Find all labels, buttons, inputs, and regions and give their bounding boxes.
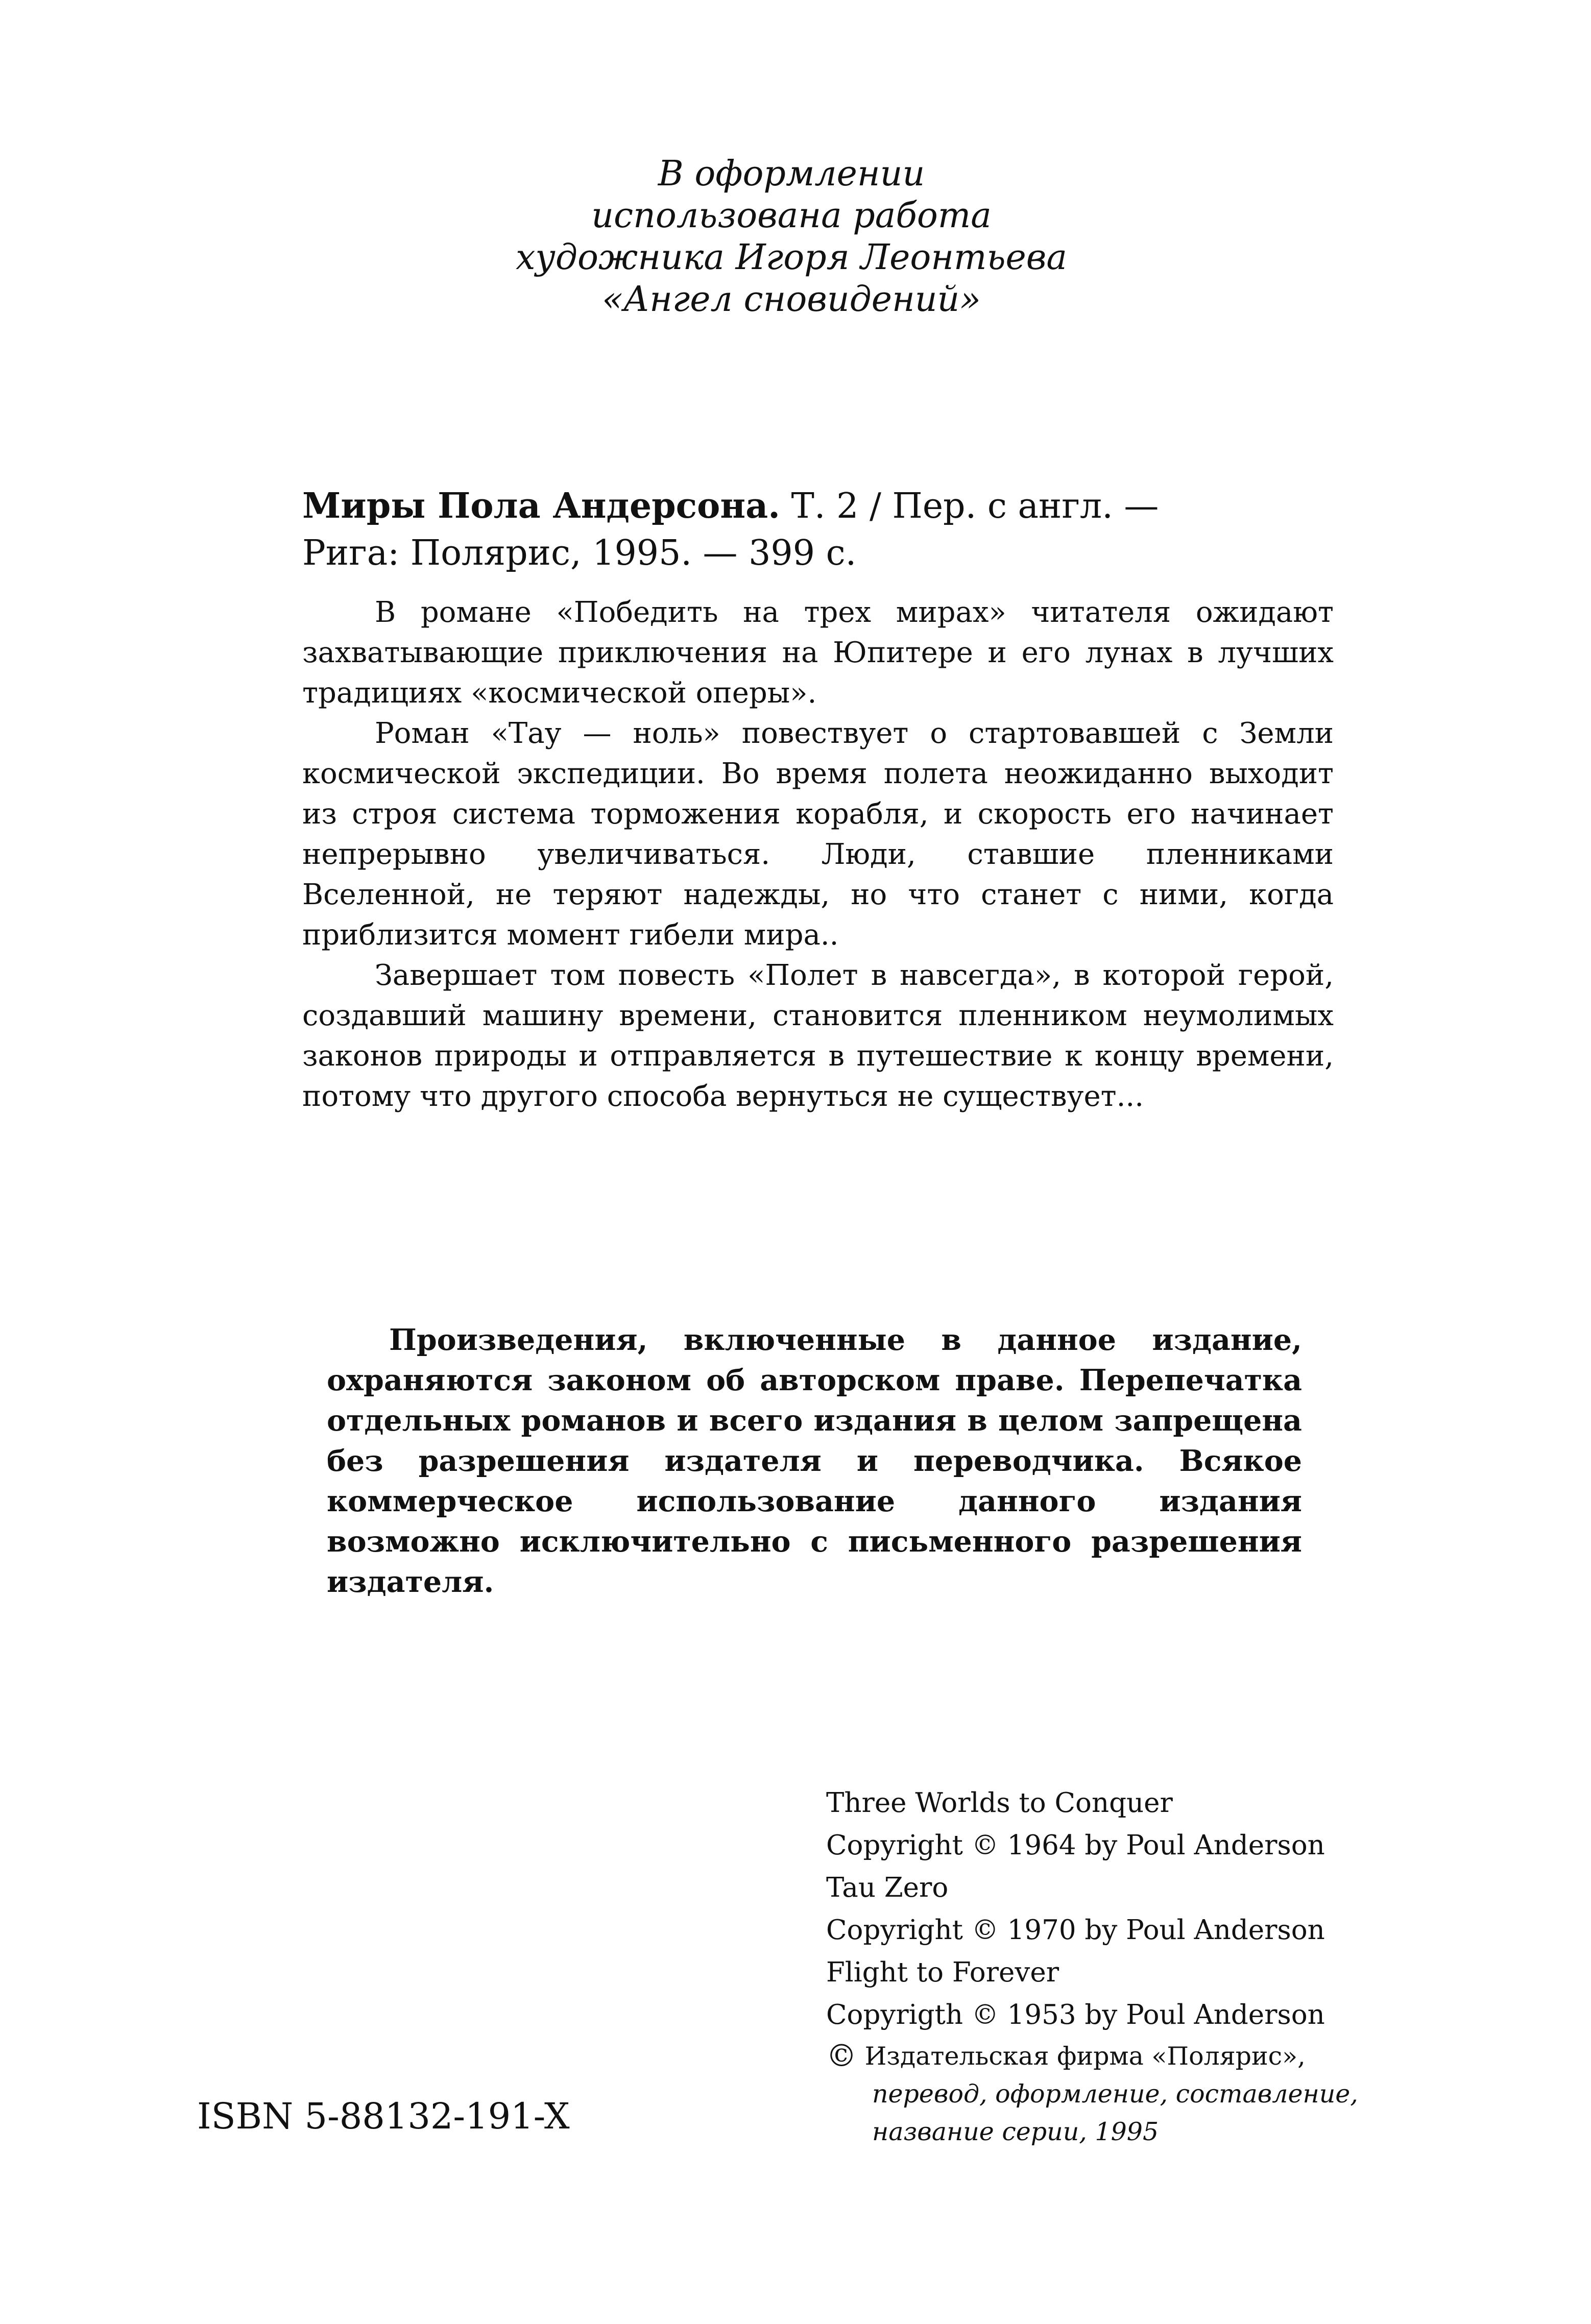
copyright-notice: Произведения, включенные в данное издание, охраняются законом об авторском праве. Перепечатка отдельных романов и всего издания в целом запрещена без разрешения издателя и переводчика. Всякое коммерческое использование данного издания возможно исключительно с письменного разрешения издателя. xyxy=(327,1323,1302,1599)
volume-info: Т. 2 / Пер. с англ. — xyxy=(780,486,1159,526)
book-title: Миры Пола Андерсона. xyxy=(302,486,780,526)
credit-line: художника Игоря Леонтьева xyxy=(516,237,1067,278)
original-copyrights xyxy=(826,1782,1439,2036)
publisher-rights-line: название серии, 1995 xyxy=(872,2117,1159,2146)
work-title: Three Worlds to Conquer xyxy=(826,1787,1173,1819)
copyright-line: Copyright © 1970 by Poul Anderson xyxy=(826,1915,1325,1946)
annotation-paragraph: Роман «Тау — ноль» повествует о стартовавшей с Земли космической экспедиции. Во время полета неожиданно выходит из строя система торможения корабля, и скорость его начинает непрерывно увеличиваться. Люди, ставшие пленниками Вселенной, не теряют надежды, но что станет с ними, когда приблизится момент гибели мира.. xyxy=(302,717,1334,952)
publisher-name: Издательская фирма «Полярис», xyxy=(864,2042,1306,2071)
copyright-entry xyxy=(826,1867,1439,1951)
work-title: Tau Zero xyxy=(826,1872,949,1903)
annotation-paragraph: В романе «Победить на трех мирах» читателя ожидают захватывающие приключения на Юпитере и его лунах в лучших традициях «космической оперы». xyxy=(302,596,1334,710)
bibliographic-record xyxy=(302,482,1344,577)
copyright-sign-icon: © xyxy=(826,2038,857,2074)
work-title: Flight to Forever xyxy=(826,1957,1059,1988)
design-credit xyxy=(460,153,1123,321)
copyright-line: Copyrigth © 1953 by Poul Anderson xyxy=(826,1999,1325,2030)
annotation-paragraph: Завершает том повесть «Полет в навсегда», в которой герой, создавший машину времени, становится пленником неумолимых законов природы и отправляется в путешествие к концу времени, потому что другого способа вернуться не существует... xyxy=(302,959,1334,1113)
copyright-line: Copyright © 1964 by Poul Anderson xyxy=(826,1830,1325,1861)
imprint-line: Рига: Полярис, 1995. — 399 с. xyxy=(302,533,857,573)
annotation xyxy=(302,592,1334,1117)
title-line xyxy=(302,482,1344,530)
copyright-entry xyxy=(826,1782,1439,1867)
publisher-copyright xyxy=(826,2037,1439,2151)
copyright-entry xyxy=(826,1951,1439,2036)
credit-line: «Ангел сновидений» xyxy=(602,279,981,320)
credit-line: использована работа xyxy=(591,196,992,236)
credit-line: В оформлении xyxy=(658,154,925,194)
publisher-line xyxy=(826,2037,1439,2075)
isbn: ISBN 5-88132-191-X xyxy=(197,2095,570,2137)
publisher-rights-line: перевод, оформление, составление, xyxy=(872,2079,1358,2109)
